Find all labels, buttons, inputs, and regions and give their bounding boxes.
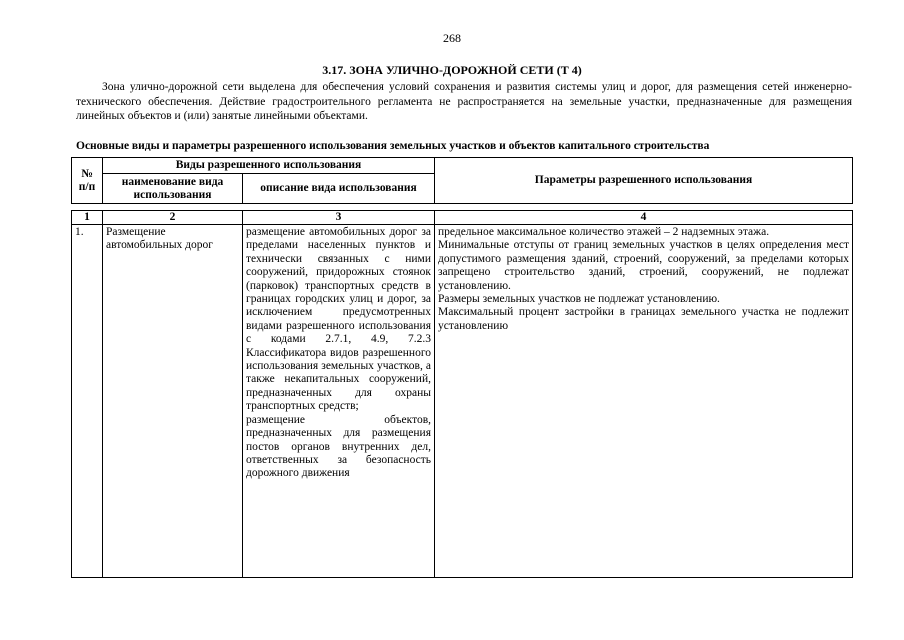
parameter-paragraph: Минимальные отступы от границ земельных участков в целях определения мест допустимого размещения зданий, строений, сооружений, за пределами которых запрещено строительство зданий, строений, сооружений, не подлежат установлению. [438,239,849,292]
parameter-paragraph: Размеры земельных участков не подлежат установлению. [438,293,720,306]
table-row [72,225,853,578]
intro-paragraph: Зона улично-дорожной сети выделена для обеспечения условий сохранения и развития системы улиц и дорог, для размещения сетей инженерно-технического обеспечения. Действие градостроительного регламента не распространяется на земельные участки, предназначенные для размещения линейных объектов и (или) занятые линейными объектами. [76,81,852,122]
table-body [71,210,853,578]
description-paragraph: размещение объектов, предназначенных для размещения постов органов внутренних дел, ответственных за безопасность дорожного движения [246,413,431,480]
section-title: 3.17. ЗОНА УЛИЧНО-ДОРОЖНОЙ СЕТИ (Т 4) [322,63,582,77]
parameter-paragraph: предельное максимальное количество этажей – 2 надземных этажа. [438,226,770,238]
row-parameters [435,225,853,578]
column-number-row [72,211,853,225]
page-number: 268 [443,31,461,45]
col-number: 4 [435,211,853,225]
header-name-col: наименование вида использования [103,174,243,204]
table-caption: Основные виды и параметры разрешенного использования земельных участков и объектов капитального строительства [76,140,710,152]
col-number: 3 [243,211,435,225]
header-desc-col: описание вида использования [243,174,435,204]
col-number: 1 [72,211,103,225]
row-num: 1. [72,225,103,578]
row-name: Размещение автомобильных дорог [103,225,243,578]
table-header [71,157,853,204]
header-params: Параметры разрешенного использования [435,158,853,204]
row-description [243,225,435,578]
description-paragraph: размещение автомобильных дорог за пределами населенных пунктов и технически связанных с ними сооружений, придорожных стоянок (парковок) транспортных средств в границах городских улиц и дорог, за исключением предусмотренных видами разрешенного использования с кодами 2.7.1, 4.9, 7.2.3 Классификатора видов разрешенного использования земельных участков, а также некапитальных сооружений, предназначенных для охраны транспортных средств; [246,226,431,413]
header-num: № п/п [72,158,103,204]
parameter-paragraph: Максимальный процент застройки в границах земельного участка не подлежит установлению [438,306,849,332]
col-number: 2 [103,211,243,225]
header-kinds-group: Виды разрешенного использования [103,158,435,174]
